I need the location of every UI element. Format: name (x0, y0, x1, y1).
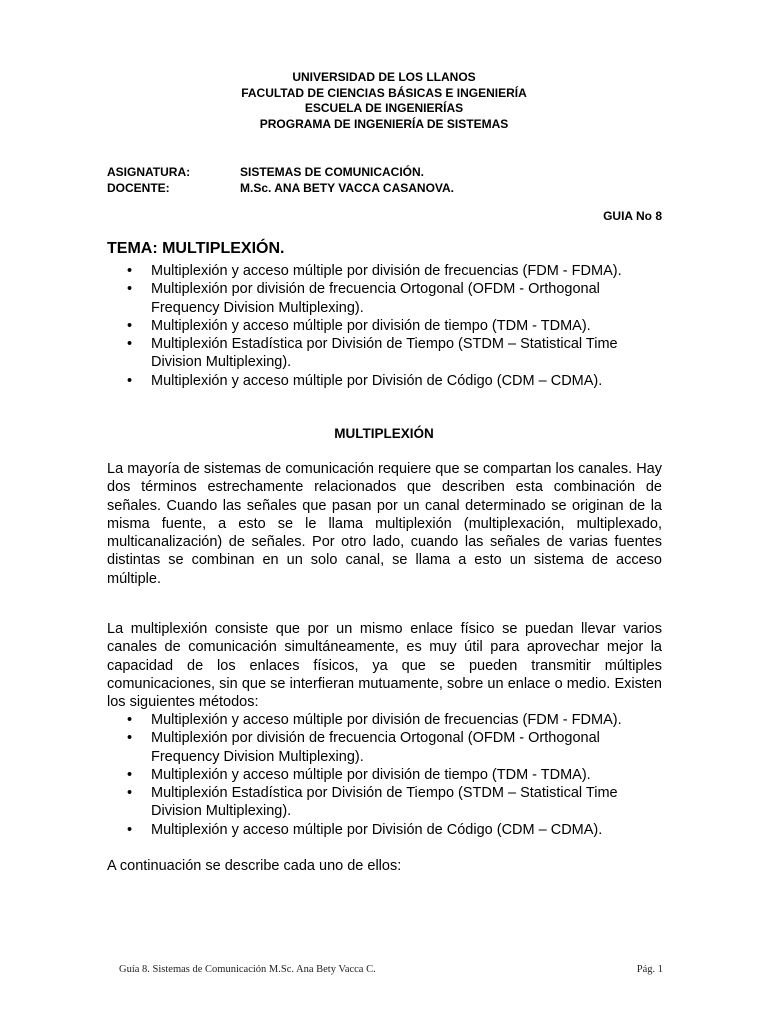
closing-paragraph: A continuación se describe cada uno de ellos: (107, 858, 402, 874)
footer-text: Guía 8. Sistemas de Comunicación M.Sc. Ana Bety Vacca C. (119, 964, 376, 975)
topic-list (127, 262, 672, 390)
section-title: MULTIPLEXIÓN (334, 426, 434, 441)
teacher-row (107, 181, 454, 197)
page-number: Pág. 1 (636, 964, 663, 975)
teacher-label: DOCENTE: (107, 180, 170, 195)
topic-heading: TEMA: MULTIPLEXIÓN. (107, 240, 285, 257)
list-item: • Multiplexión y acceso múltiple por división de tiempo (TDM - TDMA). (127, 317, 672, 335)
program-name: PROGRAMA DE INGENIERÍA DE SISTEMAS (259, 116, 509, 131)
subject-label: ASIGNATURA: (107, 165, 191, 179)
methods-list (127, 711, 672, 839)
list-item: • Multiplexión Estadística por División de Tiempo (STDM – Statistical Time Division Multiplexing). (127, 335, 672, 372)
school-name: ESCUELA DE INGENIERÍAS (304, 101, 464, 115)
document-header (0, 70, 768, 132)
faculty-name: FACULTAD DE CIENCIAS BÁSICAS E INGENIERÍA (241, 85, 527, 100)
list-item: • Multiplexión y acceso múltiple por División de Código (CDM – CDMA). (127, 372, 672, 390)
intro-paragraph: La mayoría de sistemas de comunicación requiere que se compartan los canales. Hay dos términos estrechamente relacionados que describen esta combinación de señales. Cuando las señales que pasan por un canal determinado se originan de la misma fuente, a esto se le llama multiplexión (multiplexación, multiplexado, multicanalización) de señales. Por otro lado, cuando las señales de varias fuentes distintas se combinan en un solo canal, se llama a esto un sistema de acceso múltiple. (107, 461, 662, 587)
list-item: • Multiplexión y acceso múltiple por División de Código (CDM – CDMA). (127, 821, 672, 839)
list-item: • Multiplexión Estadística por División de Tiempo (STDM – Statistical Time Division Multiplexing). (127, 784, 672, 821)
list-item: • Multiplexión por división de frecuencia Ortogonal (OFDM - Orthogonal Frequency Division Multiplexing). (127, 729, 672, 766)
definition-paragraph: La multiplexión consiste que por un mismo enlace físico se puedan llevar varios canales de comunicación simultáneamente, es muy útil para aprovechar mejor la capacidad de los enlaces físicos, ya que se pueden transmitir múltiples comunicaciones, sin que se interfieran mutuamente, sobre un enlace o medio. Existen los siguientes métodos: (107, 621, 662, 711)
course-info (107, 165, 454, 196)
list-item: • Multiplexión y acceso múltiple por división de frecuencias (FDM - FDMA). (127, 262, 672, 280)
list-item: • Multiplexión y acceso múltiple por división de frecuencias (FDM - FDMA). (127, 711, 672, 729)
subject-value: SISTEMAS DE COMUNICACIÓN. (240, 165, 425, 179)
list-item: • Multiplexión por división de frecuencia Ortogonal (OFDM - Orthogonal Frequency Division Multiplexing). (127, 280, 672, 317)
university-name: UNIVERSIDAD DE LOS LLANOS (292, 70, 476, 84)
guide-number: GUIA No 8 (603, 209, 662, 223)
list-item: • Multiplexión y acceso múltiple por división de tiempo (TDM - TDMA). (127, 766, 672, 784)
teacher-value: M.Sc. ANA BETY VACCA CASANOVA. (240, 180, 455, 195)
subject-row (107, 165, 454, 181)
